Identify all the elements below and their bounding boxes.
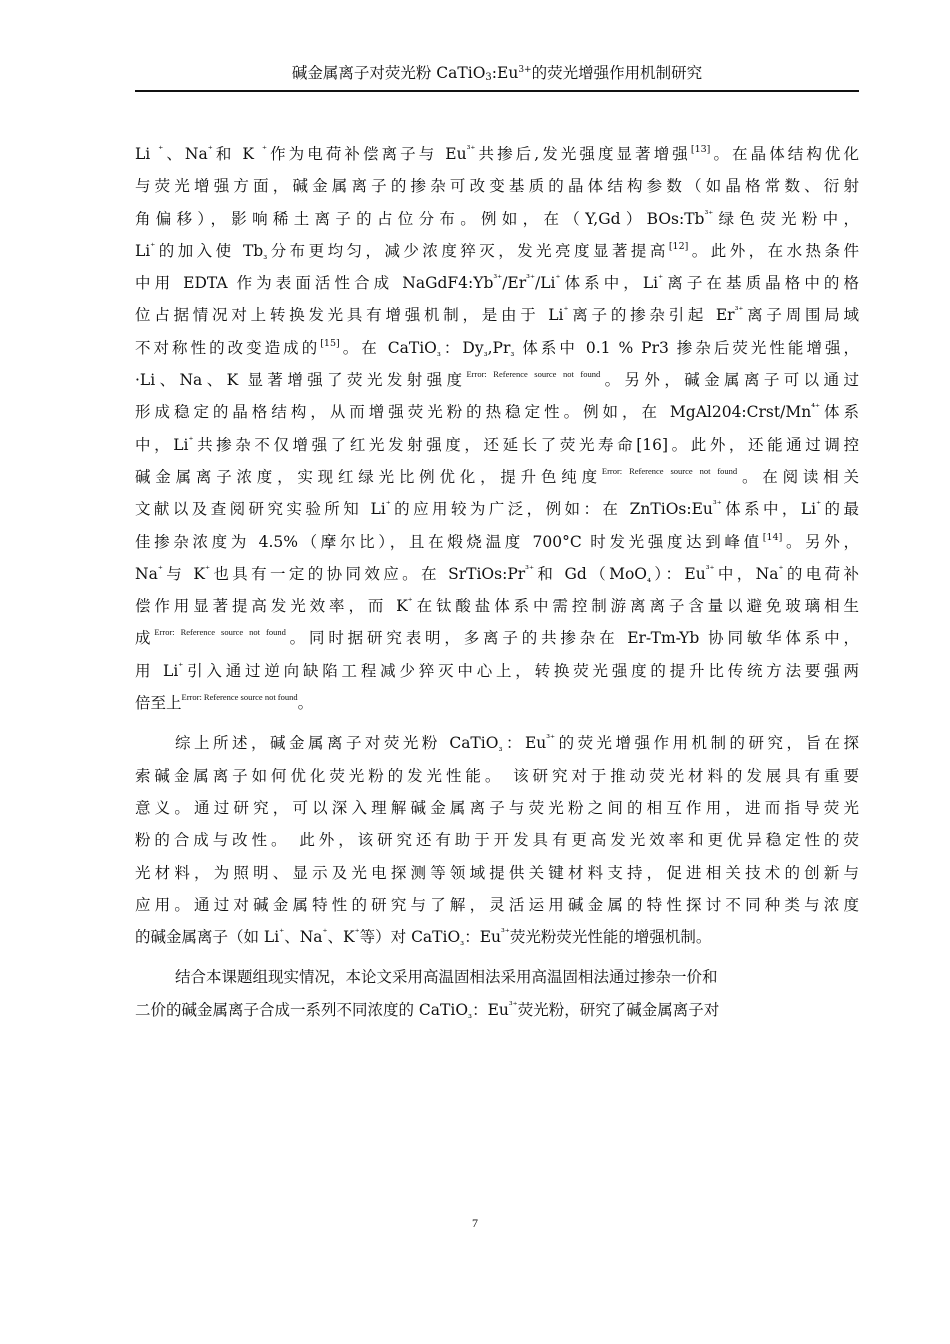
text-fragment: 佳掺杂浓度为 4.5%（摩尔比），且在煅烧温度 700°C 时发光强度达到峰值 xyxy=(135,532,763,551)
text-fragment: 中，Li xyxy=(135,435,189,454)
superscript: ⁺ xyxy=(563,305,569,317)
superscript: ⁺ xyxy=(816,499,822,511)
subscript: ₃ xyxy=(483,347,488,359)
text-fragment: 体系中，Li xyxy=(560,274,659,293)
superscript: ⁺ xyxy=(262,144,268,155)
text-fragment: ：Eu xyxy=(464,928,501,947)
text-fragment: 共掺杂不仅增强了红光发射强度，还延长了荧光寿命[16]。此外，还能通过调控 xyxy=(193,435,859,454)
text-fragment: 。此外，在水热条件 xyxy=(688,241,859,260)
text-fragment: 不对称性的改变造成的 xyxy=(135,338,321,357)
text-fragment: 和 Gd（MoO xyxy=(534,564,648,583)
text-fragment: 等）对 CaTiO xyxy=(359,928,461,947)
text-fragment: 。 xyxy=(297,694,314,713)
text-fragment: 、Na xyxy=(284,928,323,947)
header-title-part1: 碱金属离子对荧光粉 CaTiO xyxy=(291,64,486,82)
text-fragment: 的碱金属离子（如 Li xyxy=(135,928,280,947)
reference-error: Error: Reference source not found xyxy=(181,692,298,703)
text-line xyxy=(135,138,859,170)
text-line xyxy=(135,727,859,759)
header-title-sup: 3+ xyxy=(518,65,532,75)
text-fragment: 、K xyxy=(327,928,355,947)
superscript: ³⁺ xyxy=(526,273,535,285)
text-fragment: 中用 EDTA 作为表面活性合成 NaGdF4:Yb xyxy=(135,274,494,293)
subscript: ₃ xyxy=(468,1009,473,1021)
subscript: ₃ xyxy=(460,937,465,949)
text-fragment: ,Pr xyxy=(487,338,511,357)
superscript: ⁺ xyxy=(279,927,285,939)
text-fragment: 与 K xyxy=(162,564,205,583)
superscript: ³⁺ xyxy=(525,563,534,575)
text-line xyxy=(135,461,859,493)
text-fragment: Li xyxy=(135,145,159,163)
text-fragment: ：Eu xyxy=(502,734,547,753)
superscript: ⁺ xyxy=(204,563,210,575)
text-fragment: 意义。通过研究，可以深入理解碱金属离子与荧光粉之间的相互作用，进而指导荧光 xyxy=(135,798,859,817)
body-text xyxy=(135,138,859,1026)
superscript: ⁺ xyxy=(407,596,413,608)
text-line xyxy=(135,622,859,654)
citation: [13] xyxy=(690,144,711,155)
superscript: ⁴⁺ xyxy=(811,402,821,414)
superscript: ³⁺ xyxy=(546,733,556,745)
text-fragment: 的最 xyxy=(821,500,859,519)
text-line xyxy=(135,235,859,267)
text-line xyxy=(135,889,859,921)
text-fragment: 角偏移），影响稀土离子的占位分布。例如，在（Y,Gd）BOs:Tb xyxy=(135,209,705,228)
text-fragment: 引入通过逆向缺陷工程减少猝灭中心上，转换荧光强度的提升比传统方法要强两 xyxy=(183,661,859,680)
text-fragment: 在钛酸盐体系中需控制游离离子含量以避免玻璃相生 xyxy=(412,597,859,616)
text-fragment: 荧光粉，研究了碱金属离子对 xyxy=(517,1000,720,1019)
text-line xyxy=(135,994,859,1026)
text-line xyxy=(135,590,859,622)
text-fragment: 作为电荷补偿离子与 Eu xyxy=(267,145,467,163)
superscript: ⁺ xyxy=(385,499,391,511)
subscript: ₃ xyxy=(510,347,515,359)
text-fragment: 与荧光增强方面，碱金属离子的掺杂可改变基质的晶体结构参数（如晶格常数、衍射 xyxy=(135,177,859,196)
text-fragment: 中，Na xyxy=(714,564,779,583)
text-fragment: 倍至上 xyxy=(135,694,182,713)
header-title-part2: :Eu xyxy=(491,64,519,82)
superscript: ⁺ xyxy=(778,563,784,575)
text-line xyxy=(135,299,859,331)
superscript: ⁺ xyxy=(150,240,156,252)
text-fragment: Li xyxy=(135,241,151,260)
text-fragment: 分布更均匀，减少浓度猝灭，发光亮度显著提高 xyxy=(267,241,669,260)
text-line xyxy=(135,961,859,993)
superscript: ³⁺ xyxy=(493,273,503,285)
subscript: ₄ xyxy=(647,573,652,585)
text-fragment: ：Eu xyxy=(472,1000,509,1019)
text-line xyxy=(135,857,859,889)
text-fragment: 的电荷补 xyxy=(783,564,859,583)
text-fragment: 位占据情况对上转换发光具有增强机制，是由于 Li xyxy=(135,306,564,325)
superscript: ⁺ xyxy=(322,927,328,939)
superscript: ³⁺ xyxy=(705,563,715,575)
text-fragment: 绿色荧光粉中， xyxy=(713,209,859,228)
text-fragment: 形成稳定的晶格结构，从而增强荧光粉的热稳定性。例如，在 MgAl204:Crst/Mn xyxy=(135,403,812,422)
text-fragment: 应用。通过对碱金属特性的研究与了解，灵活运用碱金属的特性探讨不同种类与浓度 xyxy=(135,895,859,914)
text-fragment: 的加入使 Tb xyxy=(155,241,264,260)
text-line xyxy=(135,792,859,824)
superscript: ⁺ xyxy=(158,144,164,155)
text-fragment: 光材料，为照明、显示及光电探测等领域提供关键材料支持，促进相关技术的创新与 xyxy=(135,863,859,882)
reference-error: Error: Reference source not found xyxy=(601,465,738,476)
text-fragment: 和 K xyxy=(212,145,263,163)
text-fragment: 综上所述，碱金属离子对荧光粉 CaTiO xyxy=(175,734,499,753)
text-line xyxy=(135,526,859,558)
text-line xyxy=(135,429,859,461)
superscript: ³⁺ xyxy=(508,999,518,1011)
citation: [15] xyxy=(320,337,340,349)
text-fragment: ）：Eu xyxy=(651,564,706,583)
subscript: ₃ xyxy=(498,743,503,755)
superscript: ³⁺ xyxy=(712,499,722,511)
superscript: ⁺ xyxy=(207,144,213,155)
superscript: ³⁺ xyxy=(501,927,510,939)
text-line xyxy=(135,364,859,396)
page-number: 7 xyxy=(472,1216,478,1230)
text-fragment: 共掺后,发光强度显著增强 xyxy=(475,145,691,163)
text-fragment: 荧光粉荧光性能的增强机制。 xyxy=(509,928,712,947)
text-fragment: 。同时据研究表明，多离子的共掺杂在 Er-Tm-Yb 协同敏华体系中， xyxy=(285,629,859,648)
citation: [12] xyxy=(668,240,689,252)
text-line xyxy=(135,493,859,525)
text-fragment: 。在晶体结构优化 xyxy=(710,145,860,163)
text-fragment: 。另外， xyxy=(782,532,859,551)
text-fragment: 。在 CaTiO xyxy=(339,338,437,357)
text-line xyxy=(135,203,859,235)
text-fragment: 离子周围局域 xyxy=(743,306,859,325)
text-line xyxy=(135,396,859,428)
text-line xyxy=(135,921,859,953)
text-fragment: 离子在基质晶格中的格 xyxy=(663,274,859,293)
citation: [14] xyxy=(762,531,783,543)
text-fragment: 偿作用显著提高发光效率，而 K xyxy=(135,597,408,616)
superscript: ⁺ xyxy=(157,563,163,575)
text-fragment: 体系中，Li xyxy=(721,500,817,519)
text-fragment: 、Na xyxy=(163,145,208,163)
reference-error: Error: Reference source not found xyxy=(466,369,601,380)
text-line xyxy=(135,332,859,364)
text-fragment: 的荧光增强作用机制的研究，旨在探 xyxy=(555,734,859,753)
text-fragment: Na xyxy=(135,564,158,583)
text-fragment: 二价的碱金属离子合成一系列不同浓度的 CaTiO xyxy=(135,1000,469,1019)
text-line xyxy=(135,760,859,792)
subscript: ₃ xyxy=(263,250,268,262)
header-title-sub: 3 xyxy=(485,72,492,83)
superscript: ⁺ xyxy=(178,660,184,672)
text-fragment: 索碱金属离子如何优化荧光粉的发光性能。 该研究对于推动荧光材料的发展具有重要 xyxy=(135,766,859,785)
superscript: ⁺ xyxy=(188,434,194,446)
text-line xyxy=(135,824,859,856)
text-fragment: 也具有一定的协同效应。在 SrTiOs:Pr xyxy=(209,564,526,583)
superscript: ⁺ xyxy=(658,273,664,285)
subscript: ₃ xyxy=(436,347,441,359)
text-fragment: 。在阅读相关 xyxy=(737,467,859,486)
text-fragment: 离子的掺杂引起 Er xyxy=(568,306,735,325)
text-fragment: 的应用较为广泛，例如：在 ZnTiOs:Eu xyxy=(390,500,713,519)
text-fragment: 体系 xyxy=(820,403,859,422)
superscript: ⁺ xyxy=(354,927,360,939)
text-fragment: 结合本课题组现实情况，本论文采用高温固相法采用高温固相法通过掺杂一价和 xyxy=(175,968,718,987)
text-fragment: /Er xyxy=(502,274,527,293)
text-fragment: 文献以及查阅研究实验所知 Li xyxy=(135,500,386,519)
text-fragment: 碱金属离子浓度，实现红绿光比例优化，提升色纯度 xyxy=(135,467,602,486)
text-line xyxy=(135,170,859,202)
text-fragment: /Li xyxy=(534,274,556,293)
reference-error: Error: Reference source not found xyxy=(154,627,286,638)
superscript: ³⁺ xyxy=(466,144,476,155)
text-line xyxy=(135,558,859,590)
running-header xyxy=(135,58,859,92)
text-fragment: ：Dy xyxy=(440,338,484,357)
header-title-part3: 的荧光增强作用机制研究 xyxy=(531,64,703,82)
text-line xyxy=(135,655,859,687)
text-fragment: ·Li、Na、K 显著增强了荧光发射强度 xyxy=(135,371,467,390)
text-fragment: 成 xyxy=(135,629,155,648)
text-line xyxy=(135,267,859,299)
text-fragment: 用 Li xyxy=(135,661,179,680)
superscript: ³⁺ xyxy=(704,208,714,220)
text-fragment: 体系中 0.1 % Pr3 掺杂后荧光性能增强， xyxy=(514,338,859,357)
superscript: ⁺ xyxy=(555,273,561,285)
text-line xyxy=(135,687,859,719)
text-fragment: 粉的合成与改性。 此外，该研究还有助于开发具有更高发光效率和更优异稳定性的荧 xyxy=(135,831,859,850)
text-fragment: 。另外，碱金属离子可以通过 xyxy=(600,371,859,390)
superscript: ³⁺ xyxy=(734,305,744,317)
